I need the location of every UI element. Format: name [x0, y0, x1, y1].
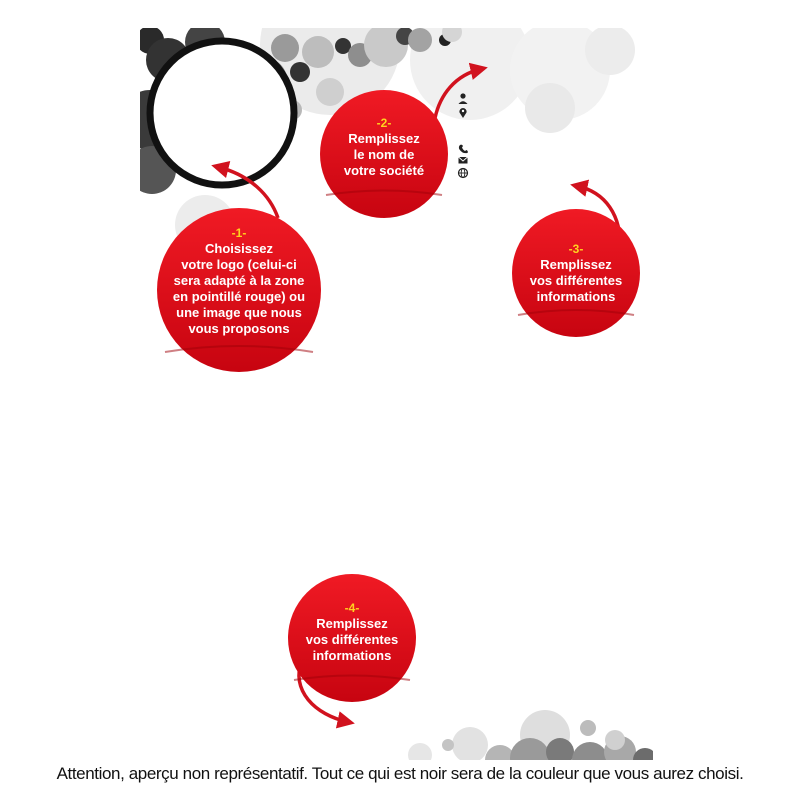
- step-1-line-1: Choisissez: [205, 241, 273, 256]
- step-bubble-2: [320, 90, 448, 218]
- step-bubble-1: [157, 208, 321, 372]
- step-bubble-4: [288, 574, 416, 702]
- disclaimer-text: Attention, aperçu non représentatif. Tout ce qui est noir sera de la couleur que vous aurez choisi.: [56, 764, 744, 783]
- step-2-line-2: le nom de: [353, 147, 415, 162]
- step-3-line-1: Remplissez: [540, 257, 612, 272]
- step-3-number: -3-: [568, 242, 584, 256]
- step-1-line-4: en pointillé rouge) ou: [172, 289, 306, 304]
- step-3-line-3: informations: [536, 289, 616, 304]
- step-1-line-2: votre logo (celui-ci: [181, 257, 297, 272]
- logo-placeholder[interactable]: [150, 41, 294, 185]
- step-4-number: -4-: [344, 601, 360, 615]
- step-1-number: -1-: [231, 226, 247, 240]
- step-1-line-3: sera adapté à la zone: [173, 273, 305, 288]
- step-4-line-2: vos différentes: [305, 632, 399, 647]
- envelope-icon: [459, 157, 468, 164]
- step-2-line-3: votre société: [343, 163, 425, 178]
- step-4-line-1: Remplissez: [316, 616, 388, 631]
- step-1-line-6: vous proposons: [188, 321, 290, 336]
- step-bubble-3: [512, 209, 640, 337]
- step-3-line-2: vos différentes: [529, 273, 623, 288]
- step-4-line-3: informations: [312, 648, 392, 663]
- step-2-line-1: Remplissez: [348, 131, 420, 146]
- step-1-line-5: une image que nous: [176, 305, 302, 320]
- step-2-number: -2-: [376, 116, 392, 130]
